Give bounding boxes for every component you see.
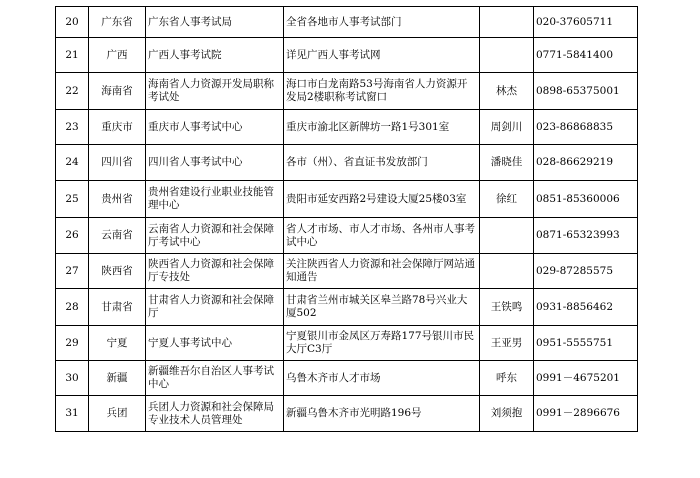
region-cell: 新疆 xyxy=(89,361,146,396)
region-cell: 陕西省 xyxy=(89,254,146,289)
contact-person-cell: 呼东 xyxy=(480,361,534,396)
address-cell: 宁夏银川市金凤区万寿路177号银川市民大厅C3厅 xyxy=(284,326,480,361)
row-number-cell: 31 xyxy=(56,396,89,432)
contact-person-cell: 周剑川 xyxy=(480,110,534,145)
row-number-cell: 21 xyxy=(56,38,89,73)
row-number-cell: 28 xyxy=(56,289,89,326)
row-number-cell: 20 xyxy=(56,7,89,38)
phone-cell: 0991－2896676 xyxy=(534,396,638,432)
address-cell: 乌鲁木齐市人才市场 xyxy=(284,361,480,396)
contact-person-cell: 徐红 xyxy=(480,181,534,218)
organization-cell: 海南省人力资源开发局职称考试处 xyxy=(146,73,284,110)
phone-cell: 028-86629219 xyxy=(534,145,638,181)
region-cell: 宁夏 xyxy=(89,326,146,361)
contact-person-cell: 潘晓佳 xyxy=(480,145,534,181)
address-cell: 海口市白龙南路53号海南省人力资源开发局2楼职称考试窗口 xyxy=(284,73,480,110)
organization-cell: 兵团人力资源和社会保障局专业技术人员管理处 xyxy=(146,396,284,432)
contact-person-cell xyxy=(480,7,534,38)
table-row xyxy=(56,73,638,110)
phone-cell: 0851-85360006 xyxy=(534,181,638,218)
region-cell: 重庆市 xyxy=(89,110,146,145)
organization-cell: 广东省人事考试局 xyxy=(146,7,284,38)
contact-person-cell xyxy=(480,38,534,73)
phone-cell: 023-86868835 xyxy=(534,110,638,145)
row-number-cell: 30 xyxy=(56,361,89,396)
row-number-cell: 24 xyxy=(56,145,89,181)
organization-cell: 新疆维吾尔自治区人事考试中心 xyxy=(146,361,284,396)
region-cell: 四川省 xyxy=(89,145,146,181)
contact-person-cell: 林杰 xyxy=(480,73,534,110)
row-number-cell: 22 xyxy=(56,73,89,110)
phone-cell: 0951-5555751 xyxy=(534,326,638,361)
region-cell: 兵团 xyxy=(89,396,146,432)
table-row xyxy=(56,181,638,218)
address-cell: 详见广西人事考试网 xyxy=(284,38,480,73)
row-number-cell: 29 xyxy=(56,326,89,361)
organization-cell: 重庆市人事考试中心 xyxy=(146,110,284,145)
table-row xyxy=(56,326,638,361)
phone-cell: 0771-5841400 xyxy=(534,38,638,73)
table-body xyxy=(56,7,638,432)
phone-cell: 0991－4675201 xyxy=(534,361,638,396)
address-cell: 关注陕西省人力资源和社会保障厅网站通知通告 xyxy=(284,254,480,289)
phone-cell: 0898-65375001 xyxy=(534,73,638,110)
region-cell: 广西 xyxy=(89,38,146,73)
organization-cell: 宁夏人事考试中心 xyxy=(146,326,284,361)
organization-cell: 四川省人事考试中心 xyxy=(146,145,284,181)
contact-person-cell xyxy=(480,218,534,254)
region-cell: 广东省 xyxy=(89,7,146,38)
address-cell: 贵阳市延安西路2号建设大厦25楼03室 xyxy=(284,181,480,218)
address-cell: 省人才市场、市人才市场、各州市人事考试中心 xyxy=(284,218,480,254)
phone-cell: 029-87285575 xyxy=(534,254,638,289)
table-row xyxy=(56,289,638,326)
phone-cell: 020-37605711 xyxy=(534,7,638,38)
row-number-cell: 25 xyxy=(56,181,89,218)
table-row xyxy=(56,145,638,181)
organization-cell: 陕西省人力资源和社会保障厅专技处 xyxy=(146,254,284,289)
phone-cell: 0871-65323993 xyxy=(534,218,638,254)
address-cell: 各市（州）、省直证书发放部门 xyxy=(284,145,480,181)
region-cell: 海南省 xyxy=(89,73,146,110)
phone-cell: 0931-8856462 xyxy=(534,289,638,326)
organization-cell: 云南省人力资源和社会保障厅考试中心 xyxy=(146,218,284,254)
table-row xyxy=(56,361,638,396)
organization-cell: 甘肃省人力资源和社会保障厅 xyxy=(146,289,284,326)
region-cell: 甘肃省 xyxy=(89,289,146,326)
contact-person-cell: 王亚男 xyxy=(480,326,534,361)
contact-person-cell xyxy=(480,254,534,289)
table-row xyxy=(56,7,638,38)
contact-person-cell: 王铁鸣 xyxy=(480,289,534,326)
region-cell: 云南省 xyxy=(89,218,146,254)
table-row xyxy=(56,110,638,145)
table-row xyxy=(56,38,638,73)
table-row xyxy=(56,254,638,289)
contact-person-cell: 刘须抱 xyxy=(480,396,534,432)
region-cell: 贵州省 xyxy=(89,181,146,218)
address-cell: 新疆乌鲁木齐市光明路196号 xyxy=(284,396,480,432)
certificate-office-table xyxy=(55,6,638,432)
organization-cell: 广西人事考试院 xyxy=(146,38,284,73)
table-row xyxy=(56,218,638,254)
address-cell: 甘肃省兰州市城关区皋兰路78号兴业大厦502 xyxy=(284,289,480,326)
address-cell: 全省各地市人事考试部门 xyxy=(284,7,480,38)
organization-cell: 贵州省建设行业职业技能管理中心 xyxy=(146,181,284,218)
row-number-cell: 27 xyxy=(56,254,89,289)
address-cell: 重庆市渝北区新牌坊一路1号301室 xyxy=(284,110,480,145)
row-number-cell: 23 xyxy=(56,110,89,145)
table-row xyxy=(56,396,638,432)
row-number-cell: 26 xyxy=(56,218,89,254)
